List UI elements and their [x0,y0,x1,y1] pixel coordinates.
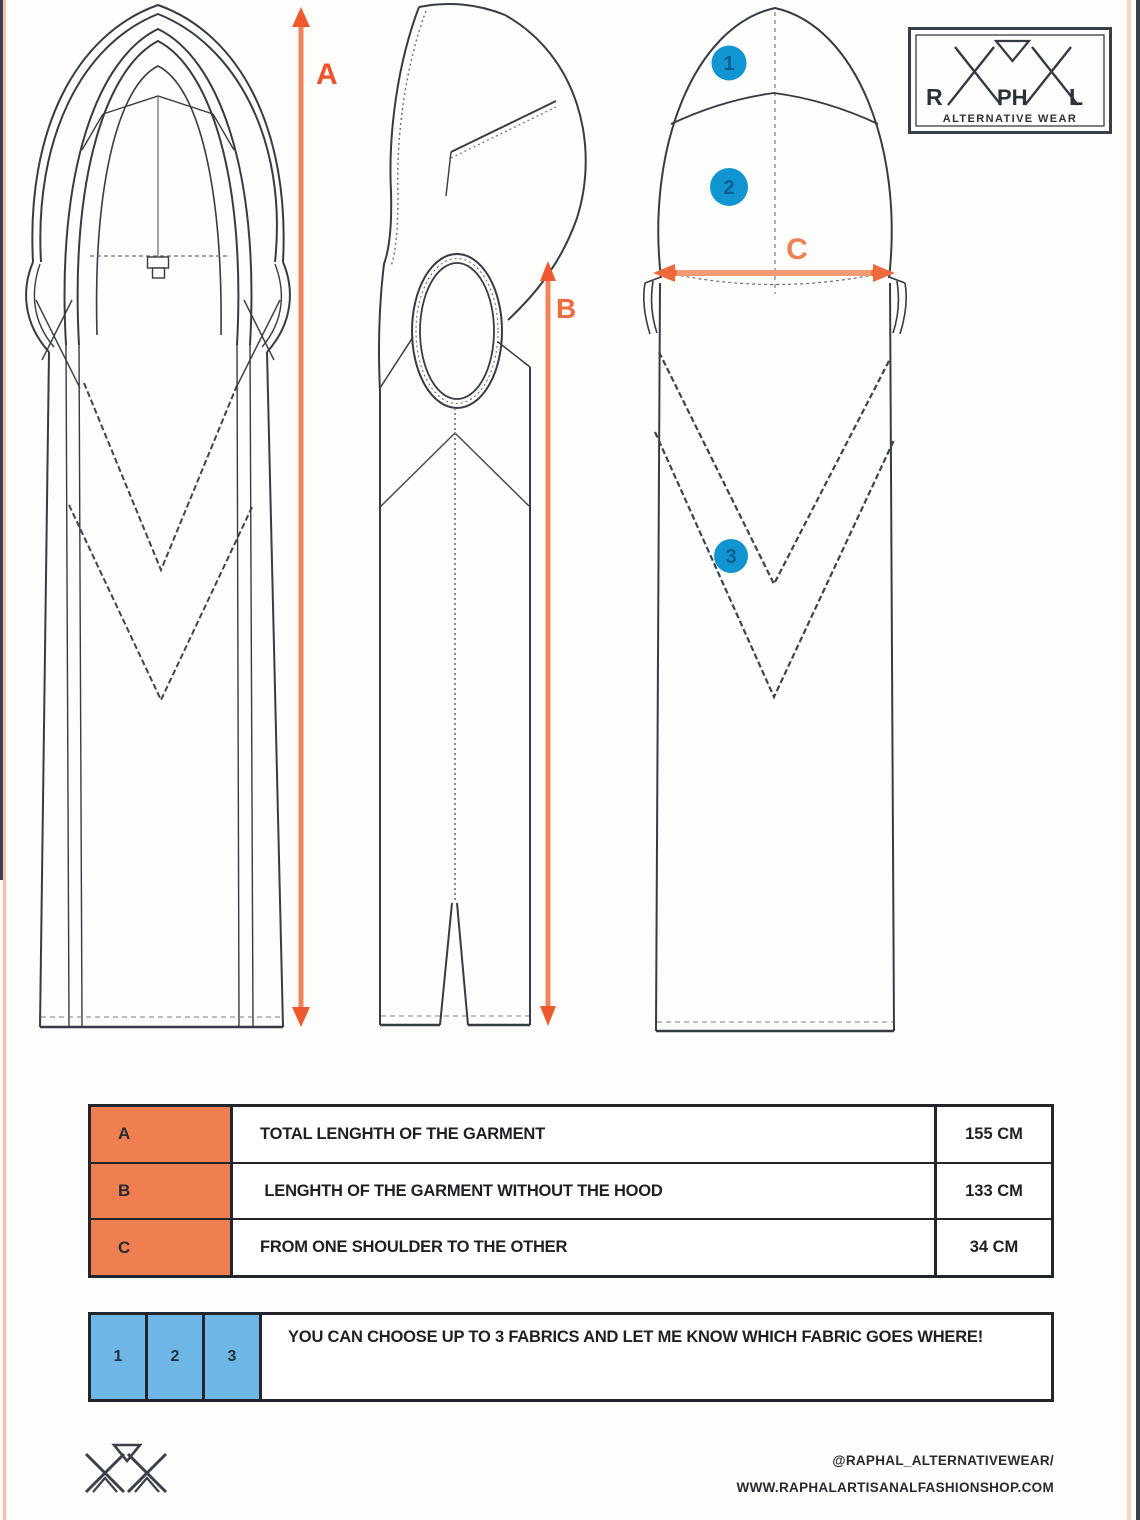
measurements-table [88,1104,1054,1278]
row-value: 155 CM [934,1107,1051,1162]
logo-tagline: ALTERNATIVE WEAR [942,113,1078,125]
fabric-marker-3-label: 3 [725,546,737,568]
fabric-cell-1: 1 [91,1315,148,1399]
row-label: LENGHTH OF THE GARMENT WITHOUT THE HOOD [260,1181,663,1200]
row-label: FROM ONE SHOULDER TO THE OTHER [260,1238,568,1257]
measure-arrow-c [653,233,895,282]
row-value: 133 CM [934,1164,1051,1219]
row-label: TOTAL LENGHTH OF THE GARMENT [260,1124,545,1143]
front-view-drawing [26,5,290,1027]
hood-button [148,257,169,278]
table-row [91,1107,1051,1162]
table-row [91,1218,1051,1275]
measure-arrow-a [292,7,338,1027]
website-url: WWW.RAPHALARTISANALFASHIONSHOP.COM [736,1480,1054,1495]
brand-contacts [737,1447,1054,1501]
row-key: B [91,1164,233,1219]
fabric-cell-3: 3 [205,1315,262,1399]
fabric-marker-3 [714,539,748,573]
measure-arrow-b [540,261,576,1026]
measure-label-b: B [556,293,577,324]
fabric-marker-2-label: 2 [723,177,735,199]
measure-label-a: A [316,58,338,91]
fabric-marker-2 [710,168,748,206]
table-row [91,1162,1051,1219]
row-value: 34 CM [934,1220,1051,1275]
logo-word-part-ph: PH [997,85,1028,110]
row-key: C [91,1220,233,1275]
logo-word-part-r: R [926,84,943,110]
fabric-marker-1 [712,46,747,81]
logo-word-part-l: L [1069,84,1084,110]
fabric-note-table [88,1312,1054,1402]
side-view-drawing [379,4,586,1025]
row-key: A [91,1107,233,1162]
fabric-cell-2: 2 [148,1315,205,1399]
brand-mark-icon [78,1440,183,1502]
back-view-drawing [644,8,906,1031]
measure-label-c: C [786,233,808,266]
fabric-note-text: YOU CAN CHOOSE UP TO 3 FABRICS AND LET ME KNOW WHICH FABRIC GOES WHERE! [288,1328,984,1346]
social-handle: @RAPHAL_ALTERNATIVEWEAR/ [832,1453,1054,1468]
fabric-marker-1-label: 1 [723,53,735,75]
brand-logo [910,29,1111,133]
